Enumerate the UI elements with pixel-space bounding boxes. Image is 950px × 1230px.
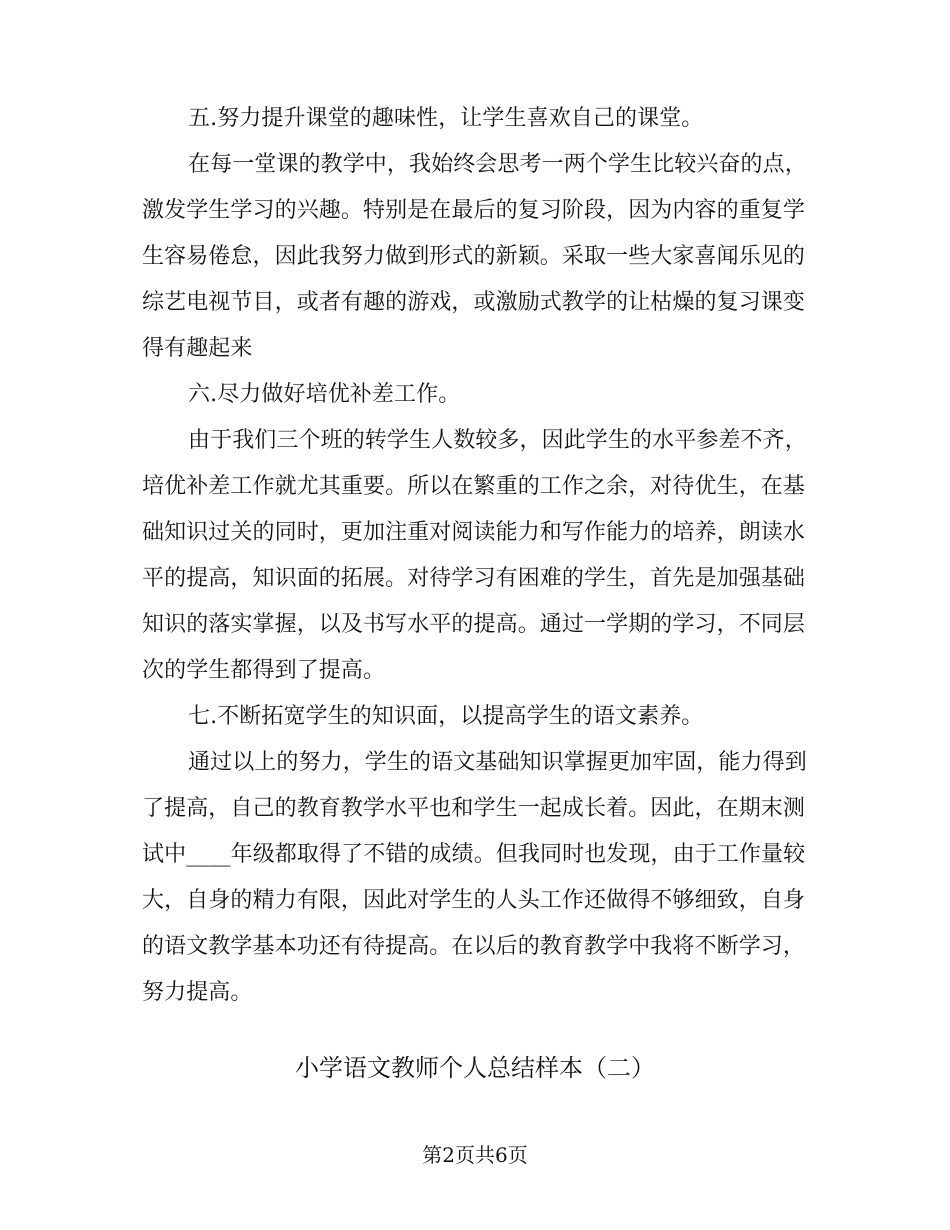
paragraph-line: 了提高，自己的教育教学水平也和学生一起成长着。因此，在期末测 [142,796,806,821]
paragraph-line: 激发学生学习的兴趣。特别是在最后的复习阶段，因为内容的重复学 [142,198,806,223]
heading-point-seven: 七.不断拓宽学生的知识面，以提高学生的语文素养。 [188,704,704,729]
section-title: 小学语文教师个人总结样本（二） [295,1054,655,1082]
paragraph-line: 础知识过关的同时，更加注重对阅读能力和写作能力的培养，朗读水 [142,520,806,545]
paragraph-line: 由于我们三个班的转学生人数较多，因此学生的水平参差不齐， [188,428,807,453]
paragraph-line: 得有趣起来 [142,336,253,361]
paragraph-line: 次的学生都得到了提高。 [142,658,386,683]
paragraph-line: 大，自身的精力有限，因此对学生的人头工作还做得不够细致，自身 [142,888,806,913]
page-footer: 第2页共6页 [422,1143,528,1167]
paragraph-line: 知识的落实掌握，以及书写水平的提高。通过一学期的学习，不同层 [142,612,806,637]
paragraph-line: 综艺电视节目，或者有趣的游戏，或激励式教学的让枯燥的复习课变 [142,290,806,315]
heading-point-five: 五.努力提升课堂的趣味性，让学生喜欢自己的课堂。 [188,106,704,131]
paragraph-line: 在每一堂课的教学中，我始终会思考一两个学生比较兴奋的点， [188,152,807,177]
paragraph-line: 培优补差工作就尤其重要。所以在繁重的工作之余，对待优生，在基 [142,474,806,499]
document-body [142,100,807,1012]
paragraph-line: 的语文教学基本功还有待提高。在以后的教育教学中我将不断学习， [142,934,806,959]
heading-point-six: 六.尽力做好培优补差工作。 [188,382,461,407]
paragraph-line: 试中____年级都取得了不错的成绩。但我同时也发现，由于工作量较 [142,842,806,867]
paragraph-line: 平的提高，知识面的拓展。对待学习有困难的学生，首先是加强基础 [142,566,806,591]
paragraph-line: 通过以上的努力，学生的语文基础知识掌握更加牢固，能力得到 [188,750,807,775]
paragraph-line: 努力提高。 [142,980,253,1005]
paragraph-line: 生容易倦怠，因此我努力做到形式的新颖。采取一些大家喜闻乐见的 [142,244,806,269]
